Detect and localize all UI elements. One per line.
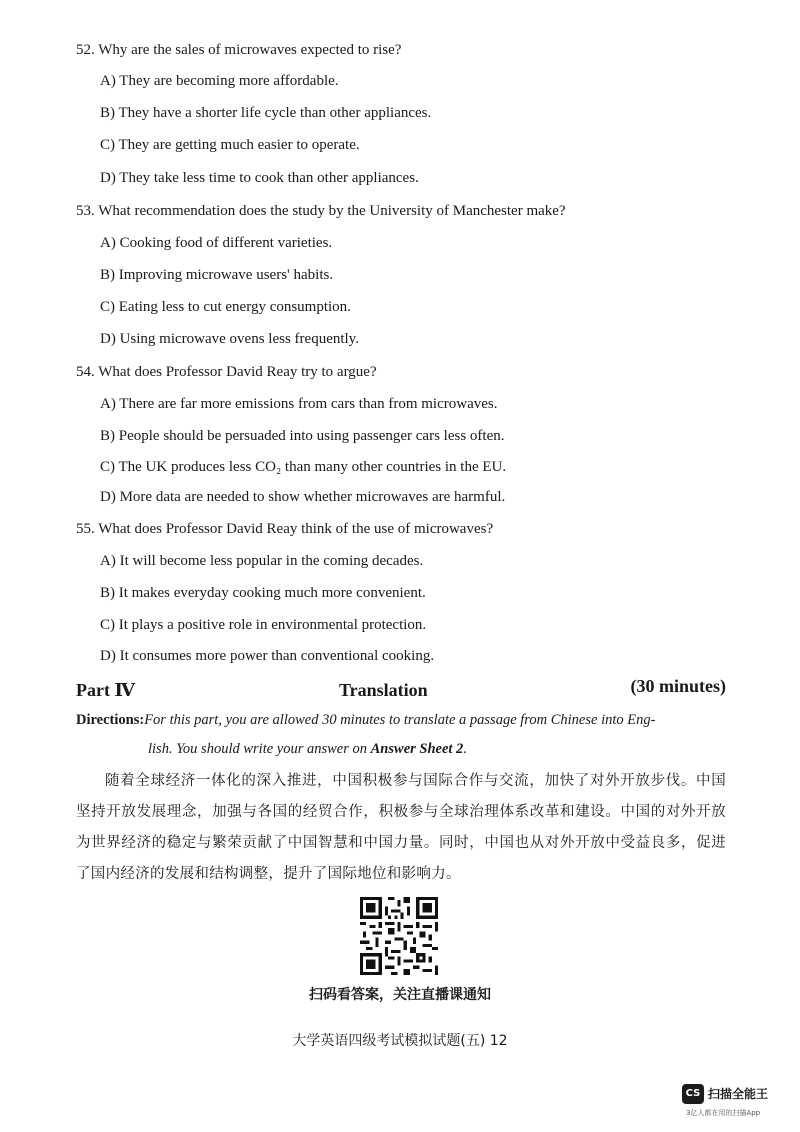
option-54-c: C) The UK produces less CO₂ than many other countries in the EU. bbox=[100, 459, 507, 475]
directions-line-2 bbox=[148, 741, 467, 758]
scanner-subtitle: 3亿人都在用的扫描App bbox=[686, 1109, 761, 1117]
option-55-d: D) It consumes more power than conventional cooking. bbox=[100, 648, 435, 664]
question-53: 53. What recommendation does the study by the University of Manchester make? bbox=[76, 203, 566, 219]
directions-text-1: For this part, you are allowed 30 minutes to translate a passage from Chinese into Eng- bbox=[144, 712, 656, 728]
scanner-name: 扫描全能王 bbox=[708, 1087, 769, 1101]
answer-sheet-ref: Answer Sheet 2 bbox=[370, 741, 464, 757]
question-55: 55. What does Professor David Reay think of the use of microwaves? bbox=[76, 521, 494, 537]
option-54-d: D) More data are needed to show whether microwaves are harmful. bbox=[100, 489, 506, 505]
option-52-a: A) They are becoming more affordable. bbox=[100, 73, 339, 89]
directions-line-1 bbox=[76, 712, 655, 729]
option-54-a: A) There are far more emissions from cars than from microwaves. bbox=[100, 396, 498, 412]
directions-label: Directions: bbox=[76, 712, 145, 728]
part-time: (30 minutes) bbox=[630, 676, 726, 696]
page-footer: 大学英语四级考试模拟试题(五) 12 bbox=[292, 1033, 508, 1049]
option-52-b: B) They have a shorter life cycle than other appliances. bbox=[100, 105, 432, 121]
part-label: Part Ⅳ bbox=[76, 680, 135, 700]
option-53-d: D) Using microwave ovens less frequently. bbox=[100, 331, 359, 347]
option-55-b: B) It makes everyday cooking much more convenient. bbox=[100, 585, 426, 601]
part-title: Translation bbox=[339, 680, 428, 700]
directions-text-2a: lish. You should write your answer on bbox=[148, 741, 371, 757]
qr-code[interactable] bbox=[360, 897, 438, 975]
directions-text-2c: . bbox=[463, 741, 467, 757]
question-52: 52. Why are the sales of microwaves expected to rise? bbox=[76, 42, 402, 58]
option-52-c: C) They are getting much easier to operate. bbox=[100, 137, 360, 153]
option-53-c: C) Eating less to cut energy consumption. bbox=[100, 299, 351, 315]
option-53-b: B) Improving microwave users' habits. bbox=[100, 267, 334, 283]
option-53-a: A) Cooking food of different varieties. bbox=[100, 235, 333, 251]
scanner-logo-icon: CS bbox=[682, 1084, 704, 1104]
question-54: 54. What does Professor David Reay try to argue? bbox=[76, 364, 377, 380]
qr-caption: 扫码看答案，关注直播课通知 bbox=[309, 987, 491, 1003]
option-52-d: D) They take less time to cook than other appliances. bbox=[100, 170, 419, 186]
scanner-watermark bbox=[682, 1084, 792, 1124]
part-heading bbox=[76, 676, 726, 704]
translation-passage: 随着全球经济一体化的深入推进，中国积极参与国际合作与交流，加快了对外开放步伐。中国坚持开放发展理念，加强与各国的经贸合作，积极参与全球治理体系改革和建设。中国的对外开放为世界经济的稳定与繁荣贡献了中国智慧和中国力量。同时，中国也从对外开放中受益良多，促进了国内经济的发展和结构调整，提升了国际地位和影响力。 bbox=[76, 773, 726, 882]
option-55-a: A) It will become less popular in the coming decades. bbox=[100, 553, 424, 569]
option-54-b: B) People should be persuaded into using passenger cars less often. bbox=[100, 428, 505, 444]
option-55-c: C) It plays a positive role in environmental protection. bbox=[100, 617, 427, 633]
